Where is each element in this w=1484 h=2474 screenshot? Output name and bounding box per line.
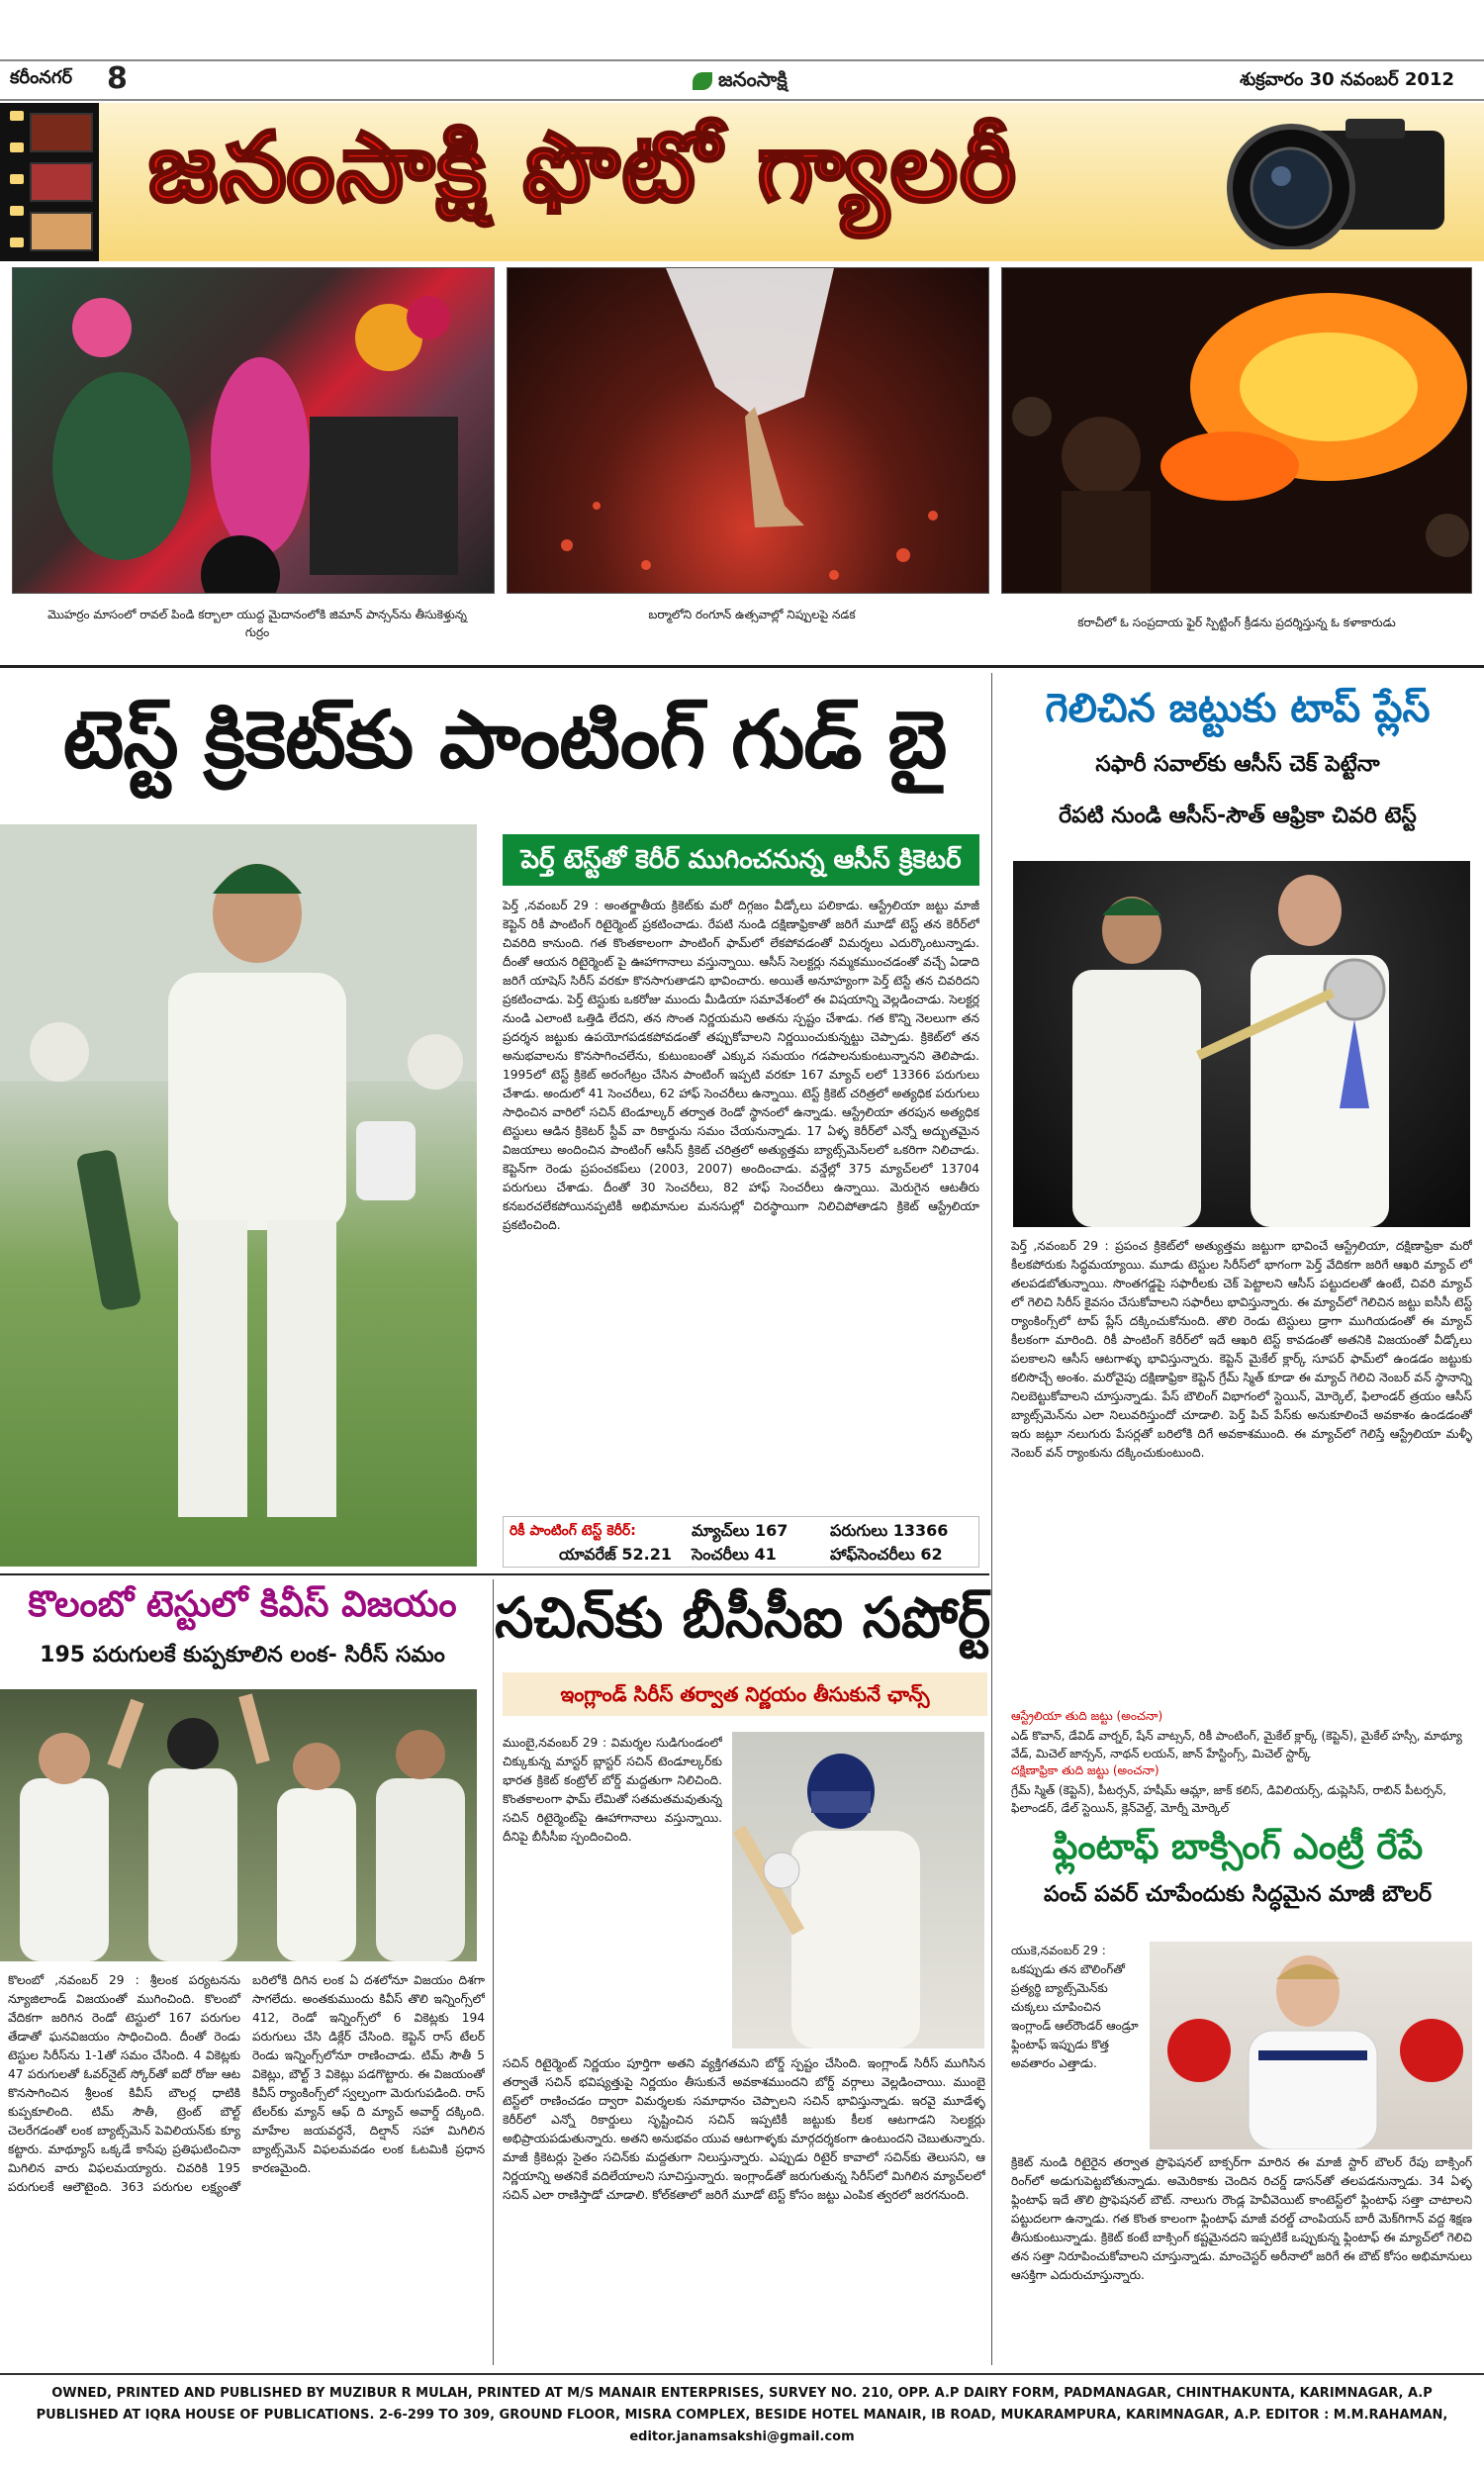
photo-gallery-banner (0, 103, 1484, 261)
gallery-photo-firewalk (507, 267, 989, 594)
sachin-article-body: సచిన్ రిటైర్మెంట్ నిర్ణయం పూర్తిగా అతని వ్యక్తిగతమని బోర్డ్ స్పష్టం చేసింది. ఇంగ్లాండ్ సిరీస్ ముగిసిన తర్వాతే సచిన్ భవిష్యత్తుపై నిర్ణయం తీసుకునే అవకాశముందని బోర్డ్ వర్గాలు వెల్లడించాయి. ముంబై టెస్ట్‌లో రాణించడం ద్వారా విమర్శలకు సమాధానం చెప్పాలని సచిన్ భావిస్తున్నాడు. ఇరవై మూడేళ్ళ కెరీర్‌లో ఎన్నో రికార్డులు సృష్టించిన సచిన్ ఇప్పటికీ జట్టుకు కీలక ఆటగాడని సెలక్టర్లు అభిప్రాయపడుతున్నారు. అతని అనుభవం యువ ఆటగాళ్ళకు మార్గదర్శకంగా ఉంటుందని చెబుతున్నారు. మాజీ క్రికెటర్లు సైతం సచిన్‌కు మద్దతుగా నిలుస్తున్నారు. ఎప్పుడు రిటైర్ కావాలో సచిన్‌కు తెలుసని, ఆ నిర్ణయాన్ని అతనికే వదిలేయాలని సూచిస్తున్నారు. ఇంగ్లాండ్‌తో జరుగుతున్న సిరీస్‌లో మిగిలిన మ్యాచ్‌లలో సచిన్ ఎలా రాణిస్తాడో చూడాలి. కోల్‌కతాలో జరిగే మూడో టెస్ట్ కోసం జట్టు ఎంపిక త్వరలో జరగనుంది. (503, 2056, 985, 2202)
camera-icon (1197, 111, 1454, 249)
sa-team-label: దక్షిణాఫ్రికా తుది జట్టు (అంచనా) (1011, 1763, 1159, 1777)
aus-team-label: ఆస్ట్రేలియా తుది జట్టు (అంచనా) (1011, 1709, 1163, 1723)
photo-caption: బర్మాలోని రంగూన్ ఉత్సవాల్లో నిప్పులపై నడక (648, 608, 856, 621)
flintoff-article-body: క్రికెట్ నుండి రిటైరైన తర్వాత ప్రొఫెషనల్ బాక్సర్‌గా మారిన ఈ మాజీ స్టార్ బౌలర్ రేపు బాక్సింగ్ రింగ్‌లో అడుగుపెట్టబోతున్నాడు. అమెరికాకు చెందిన రిచర్డ్ డాసన్‌తో తలపడనున్నాడు. 34 ఏళ్ళ ఫ్లింటాఫ్ ఇదే తొలి ప్రొఫెషనల్ బౌట్. నాలుగు రౌండ్ల హెవీవెయిట్ కాంటెస్ట్‌లో ఫ్లింటాఫ్ సత్తా చాటాలని పట్టుదలగా ఉన్నాడు. గత కొంత కాలంగా ఫ్లింటాఫ్ మాజీ వరల్డ్ చాంపియన్ బారీ మెక్‌గిగాన్ వద్ద శిక్షణ తీసుకుంటున్నాడు. క్రికెట్ కంటే బాక్సింగ్ కష్టమైనదని ఇప్పటికే ఒప్పుకున్న ఫ్లింటాఫ్ ఈ మ్యాచ్‌లో గెలిచి తన సత్తా నిరూపించుకోవాలని చూస్తున్నాడు. మాంచెస్టర్ అరీనాలో జరిగే ఈ బౌట్ కోసం అభిమానులు ఆసక్తిగా ఎదురుచూస్తున్నారు. (1011, 2155, 1472, 2282)
right-subheadline: సఫారీ సవాల్‌కు ఆసీస్ చెక్ పెట్టేనా (1095, 752, 1380, 777)
imprint-line: PUBLISHED AT IQRA HOUSE OF PUBLICATIONS. 2-6-299 TO 309, GROUND FLOOR, MISRA COMPLEX, BESIDE HOTEL MANAIR, IB ROAD, MUKARAMPURA, KARIMNAGAR, A.P. EDITOR : M.M.RAHAMAN, editor.janamsakshi@gmail.com (36, 2408, 1448, 2444)
captains-trophy-photo (1013, 861, 1470, 1227)
photo-caption: మొహర్రం మాసంలో రావల్ పిండి కర్బాలా యుద్ద మైదానంలోకి జిమాన్ పాన్సన్‌ను తీసుకెళ్తున్న గుర్రం (47, 608, 467, 639)
masthead-brand (693, 67, 788, 96)
photo-caption: కరాచీలో ఓ సంప్రదాయ ఫైర్ స్పిట్టింగ్ క్రీడను ప్రదర్శిస్తున్న ఓ కళాకారుడు (1077, 616, 1396, 629)
edition-city: కరీంనగర్ (10, 67, 72, 88)
lead-subheadline: పెర్త్ టెస్ట్‌తో కెరీర్ ముగించనున్న ఆసీస్ క్రికెటర్ (503, 834, 979, 886)
right-subheadline: రేపటి నుండి ఆసీస్-సౌత్ ఆఫ్రికా చివరి టెస్ట్ (1059, 804, 1417, 828)
gallery-photo-muharram (12, 267, 495, 594)
right-headline: గెలిచిన జట్టుకు టాప్ ప్లేస్ (1045, 685, 1431, 731)
gallery-title: జనంసాక్షి ఫొటో గ్యాలరీ (148, 111, 1018, 223)
flintoff-boxing-photo (1150, 1942, 1472, 2149)
brand-name: జనంసాక్షి (718, 67, 788, 91)
ponting-photo (0, 824, 477, 1567)
imprint-line: OWNED, PRINTED AND PUBLISHED BY MUZIBUR R MULAH, PRINTED AT M/S MANAIR ENTERPRISES, SURVEY NO. 210, OPP. A.P DAIRY FORM, PADMANAGAR, CHINTHAKUNTA, KARIMNAGAR, A.P (51, 2386, 1433, 2401)
kiwis-celebration-photo (0, 1689, 477, 1961)
sachin-subheadline: ఇంగ్లాండ్ సిరీస్ తర్వాత నిర్ణయం తీసుకునే ఛాన్స్ (503, 1672, 987, 1716)
film-strip-icon (0, 103, 99, 261)
lead-headline: టెస్ట్ క్రికెట్‌కు పాంటింగ్ గుడ్ బై (62, 693, 947, 786)
sachin-headline: సచిన్‌కు బీసీసీఐ సపోర్ట్ (495, 1585, 991, 1651)
stat-matches: మ్యాచ్‌లు 167 (692, 1521, 788, 1540)
leaf-logo-icon (693, 72, 712, 90)
column-divider (991, 673, 992, 2365)
flintoff-article-intro: యుకె,నవంబర్ 29 : ఒకప్పుడు తన బౌలింగ్‌తో ప్రత్యర్థి బ్యాట్స్‌మెన్‌కు చుక్కలు చూపించిన ఇంగ్లాండ్ ఆల్‌రౌండర్ ఆండ్రూ ఫ్లింటాఫ్ ఇప్పుడు కొత్త అవతారం ఎత్తాడు. (1011, 1944, 1139, 2070)
page-header-bar (0, 59, 1484, 101)
kiwis-subheadline: 195 పరుగులకే కుప్పకూలిన లంక- సిరీస్ సమం (40, 1643, 445, 1667)
sa-team-list: గ్రేమ్ స్మిత్ (కెప్టెన్), పీటర్సన్, హషీమ్ ఆమ్లా, జాక్ కలిస్, డివిలియర్స్, డుప్లెసిస్, రాబిన్ పీటర్సన్, ఫిలాండర్, డేల్ స్టెయిన్, క్లెన్‌వెల్డ్, మోర్నీ మోర్కెల్ (1011, 1783, 1446, 1815)
issue-date: శుక్రవారం 30 నవంబర్ 2012 (1240, 69, 1454, 90)
flintoff-headline: ఫ్లింటాఫ్ బాక్సింగ్ ఎంట్రీ రేపే (1052, 1826, 1424, 1867)
stat-fifties: హాఫ్‌సెంచరీలు 62 (830, 1545, 943, 1564)
flintoff-subheadline: పంచ్ పవర్ చూపేందుకు సిద్ధమైన మాజీ బౌలర్ (1043, 1882, 1433, 1907)
imprint-footer (0, 2373, 1484, 2448)
stat-centuries: సెంచరీలు 41 (692, 1545, 777, 1564)
gallery-photo-firebreather (1001, 267, 1472, 594)
stat-runs: పరుగులు 13366 (830, 1521, 949, 1540)
column-divider (493, 1579, 494, 2365)
section-divider (0, 665, 1484, 668)
kiwis-article-body: కొలంబో ,నవంబర్ 29 : శ్రీలంక పర్యటనను న్యూజిలాండ్ విజయంతో ముగించింది. కొలంబో వేదికగా జరిగిన రెండో టెస్టులో 167 పరుగుల తేడాతో ఘనవిజయం సాధించింది. దీంతో రెండు టెస్టుల సిరీస్‌ను 1-1తో సమం చేసింది. 4 వికెట్లకు 47 పరుగులతో ఓవర్‌నైట్ స్కోర్‌తో ఐదో రోజు ఆట కొనసాగించిన శ్రీలంక కివీస్ బౌలర్ల ధాటికి కుప్పకూలింది. టిమ్ సౌతీ, ట్రెంట్ బౌల్ట్ చెలరేగడంతో లంక బ్యాట్స్‌మెన్ పెవిలియన్‌కు క్యూ కట్టారు. మాథ్యూస్ ఒక్కడే కాసేపు ప్రతిఘటించినా మిగిలిన వారు విఫలమయ్యారు. చివరికి 195 పరుగులకే ఆలౌటైంది. 363 పరుగుల లక్ష్యంతో బరిలోకి దిగిన లంక ఏ దశలోనూ విజయం దిశగా సాగలేదు. అంతకుముందు కివీస్ తొలి ఇన్నింగ్స్‌లో 412, రెండో ఇన్నింగ్స్‌లో 6 వికెట్లకు 194 పరుగులు చేసి డిక్లేర్ చేసింది. కెప్టెన్ రాస్ టేలర్ రెండు ఇన్నింగ్స్‌లోనూ రాణించాడు. టిమ్ సౌతీ 5 వికెట్లు, బౌల్ట్ 3 వికెట్లు పడగొట్టారు. ఈ విజయంతో కివీస్ ర్యాంకింగ్స్‌లో స్వల్పంగా మెరుగుపడింది. రాస్ టేలర్‌కు మ్యాన్ ఆఫ్ ది మ్యాచ్ అవార్డ్ దక్కింది. మాహేల జయవర్ధనే, దిల్షాన్ సహా మిగిలిన బ్యాట్స్‌మెన్ విఫలమవడం లంక ఓటమికి ప్రధాన కారణమైంది. (8, 1973, 485, 2194)
sachin-batting-photo (732, 1732, 984, 2048)
career-stats-box (503, 1516, 979, 1568)
aus-team-list: ఎడ్ కొవాన్, డేవిడ్ వార్నర్, షేన్ వాట్సన్, రికీ పాంటింగ్, మైకేల్ క్లార్క్ (కెప్టెన్), మైకేల్ హస్సీ, మాథ్యూ వేడ్, మిచెల్ జాన్సన్, నాథన్ లయన్, జాన్ హేస్టింగ్స్, మిచెల్ స్టార్క్ (1011, 1729, 1462, 1760)
kiwis-headline: కొలంబో టెస్టులో కివీస్ విజయం (28, 1583, 457, 1625)
section-divider (0, 1573, 989, 1575)
stat-average: యావరేజ్ 52.21 (559, 1545, 672, 1564)
stats-label: రికీ పాంటింగ్ టెస్ట్ కెరీర్: (510, 1523, 636, 1539)
lead-article-body: పెర్త్ ,నవంబర్ 29 : అంతర్జాతీయ క్రికెట్‌కు మరో దిగ్గజం వీడ్కోలు పలికాడు. ఆస్ట్రేలియా జట్టు మాజీ కెప్టెన్ రికీ పాంటింగ్ రిటైర్మెంట్ ప్రకటించాడు. రేపటి నుండి దక్షిణాఫ్రికాతో జరిగే మూడో టెస్ట్ తన కెరీర్‌లో చివరిది కానుంది. గత కొంతకాలంగా పాంటింగ్ ఫామ్‌లో లేకపోవడంతో విమర్శలు ఎదుర్కొంటున్నాడు. దీంతో ఆయన రిటైర్మెంట్ పై ఊహాగానాలు వస్తున్నాయి. ఆసీస్ సెలక్టర్లు నమ్మకముంచడంతో వచ్చే ఏడాది జరిగే యాషెస్ సిరీస్ వరకూ కొనసాగుతాడని భావించారు. అయితే అనూహ్యంగా పెర్త్ టెస్టే తన చివరిదని ప్రకటించాడు. పెర్త్ టెస్టుకు ఒకరోజు ముందు మీడియా సమావేశంలో ఈ విషయాన్ని వెల్లడించాడు. సెలక్టర్ల నుండి ఎలాంటి ఒత్తిడి లేదని, తన సొంత నిర్ణయమని అతను స్పష్టం చేశాడు. గత కొన్ని నెలలుగా తన ప్రదర్శన జట్టుకు ఉపయోగపడకపోవడంతో తప్పుకోవాలని నిర్ణయించుకున్నట్టు చెప్పాడు. క్రికెట్‌లో తన అనుభవాలను కొనసాగించలేను, కుటుంబంతో ఎక్కువ సమయం గడపాలనుకుంటున్నానని తెలిపాడు. 1995లో టెస్ట్ క్రికెట్ అరంగేట్రం చేసిన పాంటింగ్ ఇప్పటి వరకూ 167 మ్యాచ్ లలో 13366 పరుగులు చేశాడు. అందులో 41 సెంచరీలు, 62 హాఫ్ సెంచరీలు ఉన్నాయి. టెస్ట్ క్రికెట్ చరిత్రలో అత్యధిక పరుగులు సాధించిన వారిలో సచిన్ టెండూల్కర్ తర్వాత రెండో స్థానంలో ఉన్నాడు. ఆస్ట్రేలియా తరపున అత్యధిక టెస్టులు ఆడిన క్రికెటర్ స్టీవ్ వా రికార్డును సమం చేయనున్నాడు. 17 ఏళ్ళ కెరీర్‌లో ఎన్నో అద్భుతమైన విజయాలు అందించిన పాంటింగ్ ఆసీస్ క్రికెట్ చరిత్రలో అత్యుత్తమ బ్యాట్స్‌మెన్‌లలో ఒకరిగా నిలిచాడు. కెప్టెన్‌గా రెండు ప్రపంచకప్‌లు (2003, 2007) అందించాడు. వన్డేల్లో 375 మ్యాచ్‌లలో 13704 పరుగులు చేశాడు. దీంతో 30 సెంచరీలు, 82 హాఫ్ సెంచరీలు ఉన్నాయి. మెరుగైన ఆటతీరు కనబరచలేకపోయినప్పటికీ అభిమానుల మనసుల్లో చిరస్థాయిగా నిలిచిపోతాడని క్రికెట్ ఆస్ట్రేలియా ప్రకటించింది. (503, 899, 979, 1232)
page-number: 8 (107, 61, 128, 96)
sachin-article-intro: ముంబై,నవంబర్ 29 : విమర్శల సుడిగుండంలో చిక్కుకున్న మాస్టర్ బ్లాస్టర్ సచిన్ టెండూల్కర్‌కు భారత క్రికెట్ కంట్రోల్ బోర్డ్ మద్దతుగా నిలిచింది. కొంతకాలంగా ఫామ్ లేమితో సతమతమవుతున్న సచిన్ రిటైర్మెంట్‌పై ఊహాగానాలు వస్తున్నాయి. దీనిపై బీసీసీఐ స్పందించింది. (503, 1736, 722, 1844)
right-article-body: పెర్త్ ,నవంబర్ 29 : ప్రపంచ క్రికెట్‌లో అత్యుత్తమ జట్టుగా భావించే ఆస్ట్రేలియా, దక్షిణాఫ్రికా మరో కీలకపోరుకు సిద్ధమయ్యాయి. మూడు టెస్టుల సిరీస్‌లో భాగంగా పెర్త్ వేదికగా జరిగే ఆఖరి మ్యాచ్ లో తలపడబోతున్నాయి. సొంతగడ్డపై సఫారీలకు చెక్ పెట్టాలని ఆసీస్ పట్టుదలతో ఉంటే, చివరి మ్యాచ్ లో గెలిచి సిరీస్ కైవసం చేసుకోవాలని సఫారీలు భావిస్తున్నారు. ఈ మ్యాచ్‌లో గెలిచిన జట్టు ఐసీసీ టెస్ట్ ర్యాంకింగ్స్‌లో టాప్ ప్లేస్ దక్కించుకోనుంది. తొలి రెండు టెస్టులు డ్రాగా ముగియడంతో ఈ మ్యాచ్ కీలకంగా మారింది. రికీ పాంటింగ్ కెరీర్‌లో ఇదే ఆఖరి టెస్ట్ కావడంతో అతనికి విజయంతో వీడ్కోలు పలకాలని ఆసీస్ ఆటగాళ్ళు భావిస్తున్నారు. కెప్టెన్ మైకేల్ క్లార్క్ సూపర్ ఫామ్‌లో ఉండడం జట్టుకు కలిసొచ్చే అంశం. మరోవైపు దక్షిణాఫ్రికా కెప్టెన్ గ్రేమ్ స్మిత్ కూడా ఈ మ్యాచ్ గెలిచి నెంబర్ వన్ స్థానాన్ని నిలబెట్టుకోవాలని చూస్తున్నాడు. పేస్ బౌలింగ్ విభాగంలో స్టెయిన్, మోర్కెల్, ఫిలాండర్ త్రయం ఆసీస్ బ్యాట్స్‌మెన్‌ను ఎలా నిలువరిస్తుందో చూడాలి. పెర్త్ పిచ్ పేస్‌కు అనుకూలించే అవకాశం ఉండడంతో ఇరు జట్లూ నలుగురు పేసర్లతో బరిలోకి దిగే అవకాశముంది. ఈ మ్యాచ్‌లో గెలిస్తే ఆస్ట్రేలియా మళ్ళీ నెంబర్ వన్ ర్యాంకును దక్కించుకుంటుంది. (1011, 1239, 1472, 1460)
